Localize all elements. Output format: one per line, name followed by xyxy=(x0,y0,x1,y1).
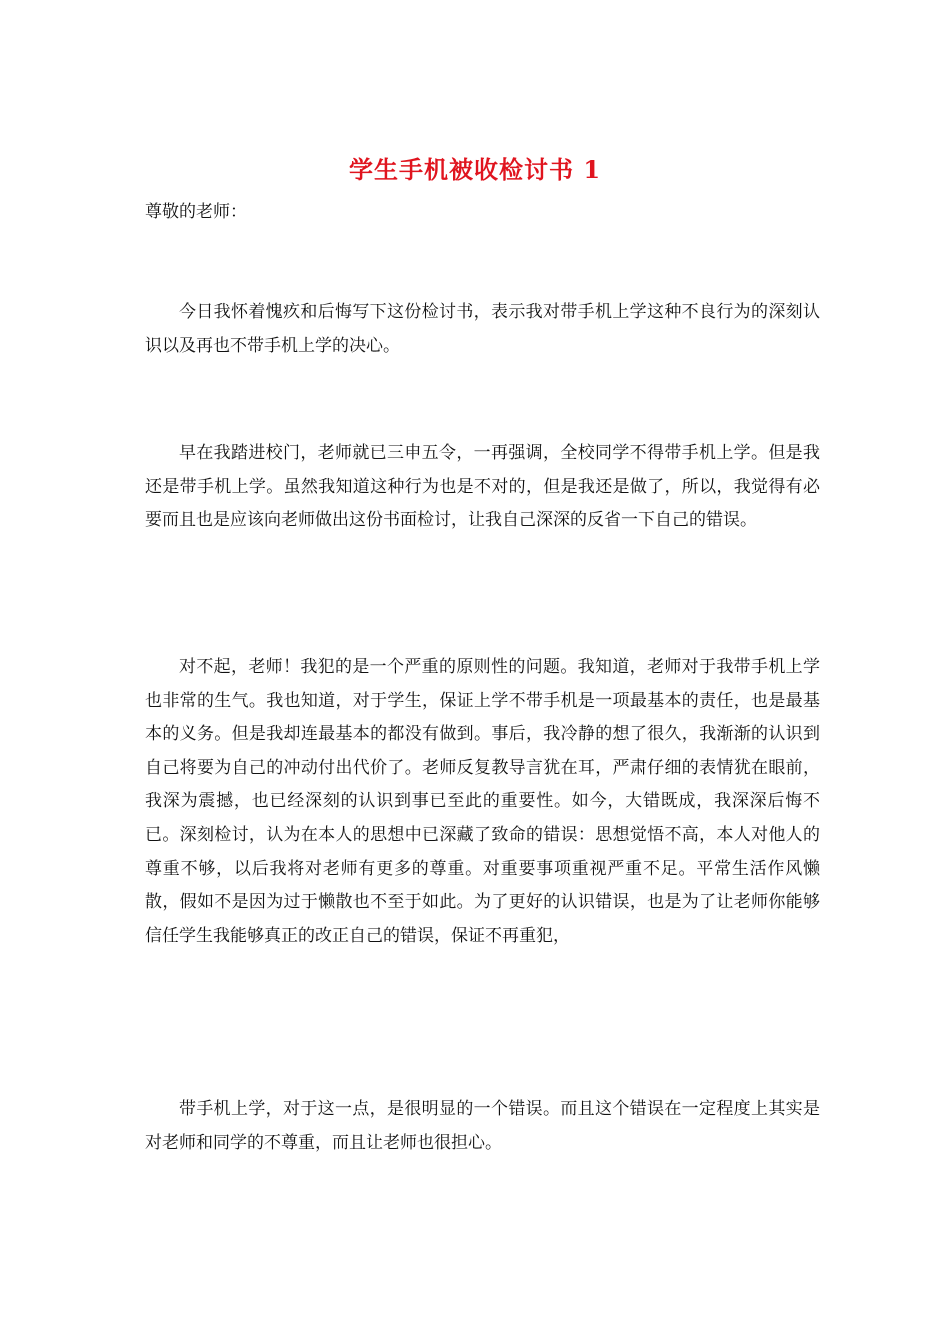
salutation: 尊敬的老师： xyxy=(145,202,247,222)
paragraph-1: 今日我怀着愧疚和后悔写下这份检讨书，表示我对带手机上学这种不良行为的深刻认识以及再也不带手机上学的决心。 xyxy=(145,302,820,356)
paragraph-3: 对不起，老师！我犯的是一个严重的原则性的问题。我知道，老师对于我带手机上学也非常的生气。我也知道，对于学生，保证上学不带手机是一项最基本的责任，也是最基本的义务。但是我却连最基本的都没有做到。事后，我冷静的想了很久，我渐渐的认识到自己将要为自己的冲动付出代价了。老师反复教导言犹在耳，严肃仔细的表情犹在眼前，我深为震撼，也已经深刻的认识到事已至此的重要性。如今，大错既成，我深深后悔不已。深刻检讨，认为在本人的思想中已深藏了致命的错误：思想觉悟不高，本人对他人的尊重不够，以后我将对老师有更多的尊重。对重要事项重视严重不足。平常生活作风懒散，假如不是因为过于懒散也不至于如此。为了更好的认识错误，也是为了让老师你能够信任学生我能够真正的改正自己的错误，保证不再重犯， xyxy=(145,657,820,946)
document-title: 学生手机被收检讨书 1 xyxy=(348,155,602,184)
paragraph-2: 早在我踏进校门，老师就已三申五令，一再强调，全校同学不得带手机上学。但是我还是带手机上学。虽然我知道这种行为也是不对的，但是我还是做了，所以，我觉得有必要而且也是应该向老师做出这份书面检讨，让我自己深深的反省一下自己的错误。 xyxy=(145,443,820,531)
paragraph-4: 带手机上学，对于这一点，是很明显的一个错误。而且这个错误在一定程度上其实是对老师和同学的不尊重，而且让老师也很担心。 xyxy=(145,1099,820,1153)
